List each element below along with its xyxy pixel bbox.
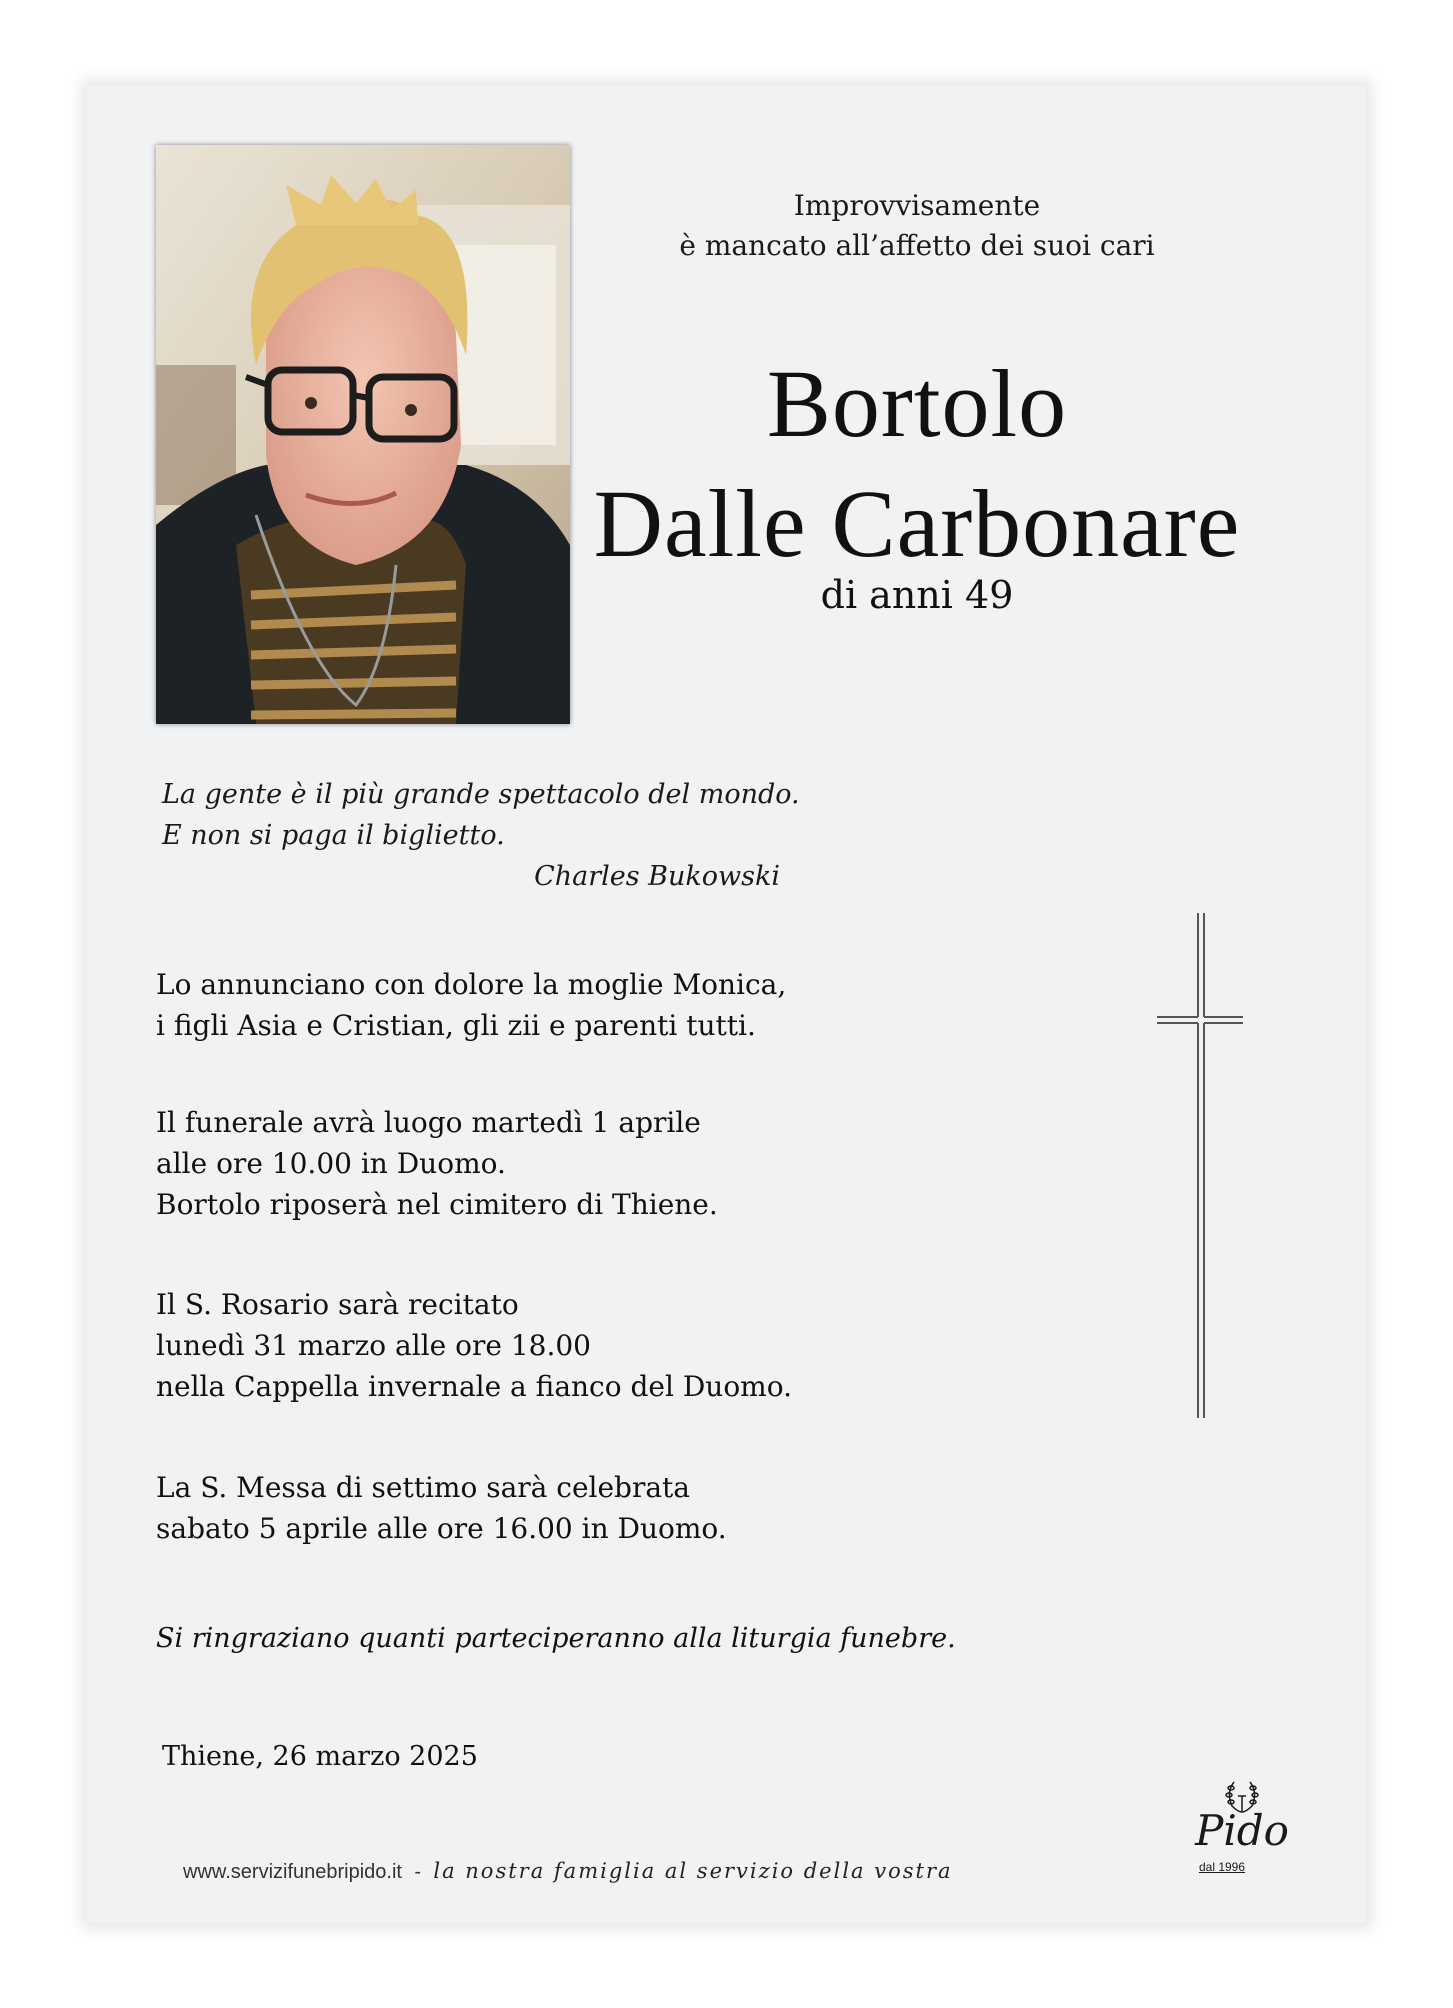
- obituary-sheet: [87, 86, 1366, 1923]
- surname: Dalle Carbonare: [593, 470, 1241, 577]
- age-text: di anni 49: [820, 573, 1014, 617]
- paragraph-line: nella Cappella invernale a fianco del Duomo.: [156, 1370, 793, 1403]
- family-announcement: [156, 964, 976, 1046]
- paragraph-line: lunedì 31 marzo alle ore 18.00: [156, 1329, 591, 1362]
- logo-brand: Pido: [1195, 1806, 1289, 1855]
- quote-author: Charles Bukowski: [534, 861, 780, 892]
- intro-line: è mancato all’affetto dei suoi cari: [679, 229, 1155, 262]
- mass-info: [156, 1467, 976, 1549]
- paragraph-line: sabato 5 aprile alle ore 16.00 in Duomo.: [156, 1512, 727, 1545]
- footer: [183, 1859, 953, 1884]
- logo-since: dal 1996: [1198, 1860, 1246, 1874]
- first-name: Bortolo: [766, 350, 1068, 457]
- deceased-portrait-photo: [156, 145, 570, 724]
- intro-text: [567, 186, 1267, 266]
- footer-separator: -: [414, 1861, 422, 1883]
- funeral-home-logo: [1182, 1776, 1302, 1886]
- website-link[interactable]: www.servizifunebripido.it: [183, 1861, 402, 1883]
- place-date: Thiene, 26 marzo 2025: [162, 1741, 478, 1772]
- footer-motto: la nostra famiglia al servizio della vostra: [433, 1859, 953, 1883]
- quote-line: E non si paga il biglietto.: [162, 820, 505, 851]
- quote-block: [162, 774, 800, 897]
- thanks-text: Si ringraziano quanti parteciperanno alla liturgia funebre.: [156, 1623, 956, 1654]
- paragraph-line: Lo annunciano con dolore la moglie Monica,: [156, 968, 787, 1001]
- paragraph-line: Il funerale avrà luogo martedì 1 aprile: [156, 1106, 701, 1139]
- quote-line: La gente è il più grande spettacolo del mondo.: [162, 779, 800, 810]
- funeral-info: [156, 1102, 976, 1225]
- paragraph-line: Bortolo riposerà nel cimitero di Thiene.: [156, 1188, 718, 1221]
- paragraph-line: Il S. Rosario sarà recitato: [156, 1288, 519, 1321]
- cross-icon: [1157, 913, 1247, 1418]
- paragraph-line: i figli Asia e Cristian, gli zii e parenti tutti.: [156, 1009, 756, 1042]
- paragraph-line: La S. Messa di settimo sarà celebrata: [156, 1471, 690, 1504]
- paragraph-line: alle ore 10.00 in Duomo.: [156, 1147, 506, 1180]
- deceased-name: [517, 344, 1317, 584]
- intro-line: Improvvisamente: [793, 189, 1041, 222]
- rosary-info: [156, 1284, 976, 1407]
